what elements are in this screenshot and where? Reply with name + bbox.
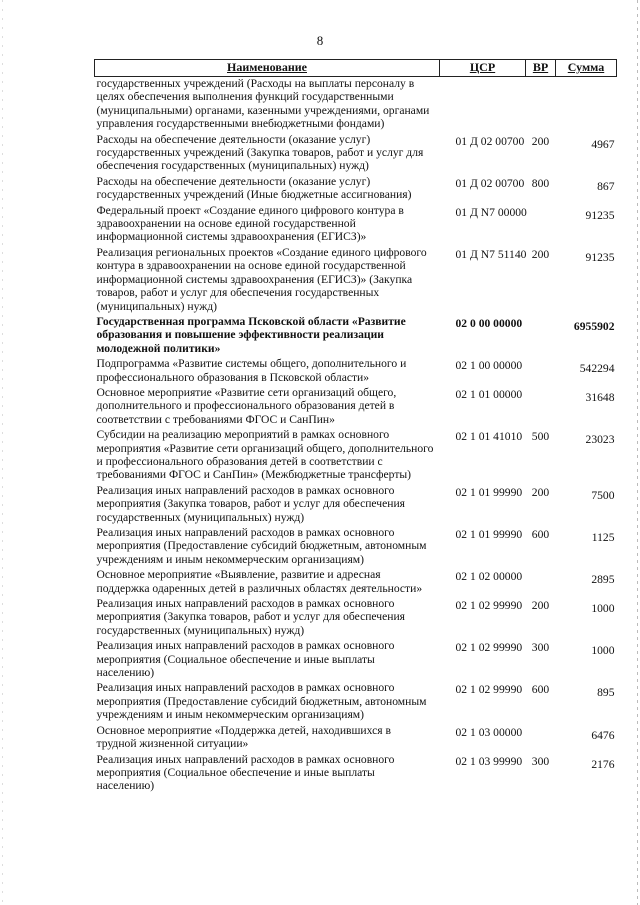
row-csr: 02 1 01 99990: [455, 485, 523, 499]
row-sum: 2895: [591, 573, 615, 587]
row-vr: [526, 386, 556, 428]
row-vr: [526, 315, 556, 357]
row-name: Реализация иных направлений расходов в рамках основного мероприятия (Закупка товаров, работ и услуг для обеспечения государственных (муниципальных) нужд): [96, 483, 405, 524]
table-row: [95, 724, 617, 753]
header-vr: ВР: [526, 60, 556, 77]
table-body: [95, 77, 617, 795]
table-row: [95, 681, 617, 723]
table-row: [95, 204, 617, 246]
row-name: Основное мероприятие «Развитие сети организаций общего, дополнительного и профессионального образования детей в соответствии с требованиями ФГОС и СанПин»: [96, 385, 397, 426]
row-csr: 02 1 02 99990: [455, 599, 523, 613]
table-row: [95, 597, 617, 639]
row-csr: 02 1 02 99990: [455, 683, 523, 697]
row-csr: 02 1 02 00000: [455, 570, 523, 584]
table-row: [95, 428, 617, 484]
row-csr: 01 Д N7 00000: [455, 205, 527, 219]
row-name: Реализация региональных проектов «Создание единого цифрового контура в здравоохранении на основе единой государственной информационной системы здравоохранения (ЕГИСЗ)» (Закупка товаров, работ и услуг для обеспечения государственных (муниципальных) нужд): [96, 245, 427, 313]
row-csr: 02 1 00 00000: [455, 359, 523, 373]
row-vr: [526, 724, 556, 753]
table-header-row: [95, 60, 617, 77]
row-vr: [526, 204, 556, 246]
table-row: [95, 77, 617, 133]
row-sum: 2176: [591, 757, 615, 771]
row-csr: 01 Д 02 00700: [455, 176, 525, 190]
header-name: Наименование: [95, 60, 440, 77]
row-name: Реализация иных направлений расходов в рамках основного мероприятия (Социальное обеспечение и иные выплаты населению): [96, 752, 395, 793]
row-sum: 1000: [591, 644, 615, 658]
table-row: [95, 357, 617, 386]
row-sum: 91235: [585, 208, 615, 222]
row-sum: 7500: [591, 488, 615, 502]
row-name: Подпрограмма «Развитие системы общего, дополнительного и профессионального образования в Псковской области»: [96, 357, 407, 384]
row-name: Реализация иных направлений расходов в рамках основного мероприятия (Социальное обеспечение и иные выплаты населению): [96, 639, 395, 680]
table-row: [95, 753, 617, 795]
row-sum: [556, 77, 617, 133]
row-vr: [526, 568, 556, 597]
row-vr: [526, 357, 556, 386]
row-name: Субсидии на реализацию мероприятий в рамках основного мероприятия «Развитие сети организаций общего, дополнительного и профессионального образования детей в соответствии с требованиями ФГОС и СанПин» (Межбюджетные трансферты): [96, 428, 434, 482]
row-csr: 01 Д 02 00700: [455, 134, 525, 148]
page-number: 8: [316, 33, 324, 48]
row-vr: 300: [531, 641, 550, 655]
row-vr: [526, 77, 556, 133]
row-csr: 02 1 01 99990: [455, 528, 523, 541]
table-row: [95, 175, 617, 204]
row-vr: 200: [531, 247, 550, 261]
row-vr: 300: [531, 754, 550, 768]
scan-edge-right: [637, 0, 638, 905]
row-sum: 1000: [591, 602, 615, 616]
row-csr: 02 0 00 00000: [455, 316, 523, 330]
row-csr: 02 1 01 00000: [455, 387, 523, 401]
row-name: Реализация иных направлений расходов в рамках основного мероприятия (Закупка товаров, работ и услуг для обеспечения государственных (муниципальных) нужд): [96, 597, 405, 637]
row-name: Реализация иных направлений расходов в рамках основного мероприятия (Предоставление субсидий бюджетным, автономным учреждениям и иным некоммерческим организациям): [96, 681, 427, 722]
row-name: Реализация иных направлений расходов в рамках основного мероприятия (Предоставление субсидий бюджетным, автономным учреждениям и иным некоммерческим организациям): [96, 526, 427, 566]
row-csr: 02 1 01 41010: [455, 430, 523, 444]
row-name: Расходы на обеспечение деятельности (оказание услуг) государственных учреждений (Иные бюджетные ассигнования): [96, 174, 412, 202]
row-sum: 23023: [585, 433, 615, 447]
row-sum: 91235: [585, 250, 615, 264]
header-csr: ЦСР: [440, 60, 526, 77]
row-sum: 6955902: [573, 319, 615, 333]
table-row: [95, 246, 617, 315]
budget-table: [94, 59, 617, 795]
row-name: Федеральный проект «Создание единого цифрового контура в здравоохранении на основе единой государственной информационной системы здравоохранения (ЕГИСЗ)»: [96, 203, 404, 244]
row-name: Основное мероприятие «Выявление, развитие и адресная поддержка одаренных детей в различных областях деятельности»: [96, 568, 423, 595]
row-sum: 4967: [591, 137, 615, 151]
table-row: [95, 568, 617, 597]
row-sum: 6476: [591, 728, 615, 742]
row-csr: 02 1 02 99990: [455, 641, 523, 655]
table-row: [95, 639, 617, 681]
row-vr: 600: [531, 528, 550, 541]
row-sum: 31648: [585, 390, 615, 404]
table-row: [95, 386, 617, 428]
row-name: государственных учреждений (Расходы на выплаты персоналу в целях обеспечения выполнения функций государственными (муниципальными) органами, казенными учреждениями, органами управления государственными внебюджетными фондами): [96, 77, 430, 131]
table-row: [95, 484, 617, 526]
row-csr: 02 1 03 00000: [455, 725, 523, 739]
row-csr: 02 1 03 99990: [455, 754, 523, 768]
row-sum: 895: [597, 686, 615, 700]
table-row: [95, 133, 617, 175]
row-name: Основное мероприятие «Поддержка детей, находившихся в трудной жизненной ситуации»: [96, 723, 391, 751]
row-vr: 200: [531, 134, 550, 148]
scan-edge-left: [2, 0, 3, 905]
row-vr: 500: [531, 430, 550, 444]
row-vr: 200: [531, 485, 550, 499]
row-sum: 542294: [579, 362, 615, 376]
row-name: Государственная программа Псковской области «Развитие образования и повышение эффективности реализации молодежной политики»: [96, 314, 406, 355]
row-sum: 1125: [591, 531, 615, 544]
row-vr: 600: [531, 683, 550, 697]
table-row: [95, 526, 617, 568]
row-csr: 01 Д N7 51140: [455, 247, 527, 261]
table-row: [95, 315, 617, 357]
row-name: Расходы на обеспечение деятельности (оказание услуг) государственных учреждений (Закупка товаров, работ и услуг для обеспечения государственных (муниципальных) нужд): [96, 132, 424, 173]
header-sum: Сумма: [556, 60, 617, 77]
row-sum: 867: [597, 179, 615, 193]
row-csr: [440, 77, 526, 133]
row-vr: 200: [531, 599, 550, 613]
row-vr: 800: [531, 176, 550, 190]
